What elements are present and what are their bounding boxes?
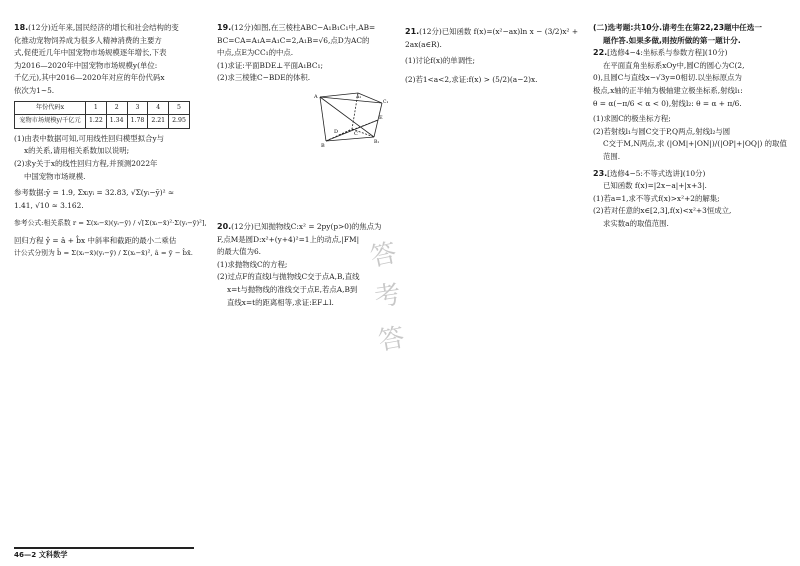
question-line: 已知函数 f(x)=(x²−ax)ln x − (3/2)x² + <box>441 27 579 36</box>
table-row <box>15 115 190 129</box>
sub-question-1: (1)由表中数据可知,可用线性回归模型拟合y与 <box>14 133 165 143</box>
section-heading: (二)选考题:共10分.请考生在第22,23题中任选一 <box>593 23 762 32</box>
question-score: (12分) <box>419 27 442 36</box>
column-4 <box>593 22 789 235</box>
reference-formula-regression: 回归方程 ŷ = â + b̂x 中斜率和截距的最小二乘估 <box>14 236 177 246</box>
table-cell: 1.78 <box>127 115 148 129</box>
reference-data-cont: 1.41, √10 ≈ 3.162. <box>14 200 84 210</box>
sub-question-2: (2)若1<a<2,求证:f(x) > (5/2)(a−2)x. <box>405 74 538 84</box>
question-line: θ = α(−π/6 < α < 0),射线l₂: θ = α + π/6. <box>593 98 742 108</box>
table-cell: 2.95 <box>169 115 190 129</box>
question-title: [选修4−4:坐标系与参数方程](10分) <box>607 48 728 58</box>
question-23 <box>593 168 789 231</box>
question-line: 极点,x轴的正半轴为极轴建立极坐标系,射线l₁: <box>593 85 743 95</box>
question-line: 0),且圆C与直线x−√3y=0相切.以坐标原点为 <box>593 73 742 83</box>
question-22 <box>593 47 789 163</box>
column-1 <box>14 22 210 263</box>
reference-formula-correlation: 参考公式:相关系数 r = Σ(xᵢ−x̄)(yᵢ−ȳ) / √[Σ(xᵢ−x̄)²·Σ(yᵢ−ȳ)²], <box>14 219 207 228</box>
sub-question-1-cont: x的关系,请用相关系数加以说明; <box>24 146 130 156</box>
sub-question-2: (2)过点F的直线l与抛物线C交于点A,B,直线 <box>217 272 360 282</box>
sub-question-2-cont: 范围. <box>603 151 621 161</box>
figure-label: C₁ <box>383 99 389 105</box>
question-number: 18. <box>14 23 29 32</box>
figure-label: D <box>334 128 339 135</box>
sub-question-2: (2)若射线l₁与圆C交于P,Q两点,射线l₂与圆 <box>593 126 731 136</box>
sub-question-1: (1)求圆C的极坐标方程; <box>593 114 671 124</box>
question-number: 19. <box>217 23 232 32</box>
figure-label: E <box>379 114 383 121</box>
sub-question-1: (1)若a=1,求不等式f(x)>x²+2的解集; <box>593 193 720 203</box>
sub-question-1: (1)讨论f(x)的单调性; <box>405 56 475 66</box>
question-line: BC=CA=A₁A=A₁C=2,A₁B=√6,点D为AC的 <box>217 35 370 45</box>
page-footer: 46—2 文科数学 <box>14 547 194 560</box>
sub-question-2-cont: x=t与抛物线的准线交于点E,若点A,B到 <box>227 284 358 294</box>
question-line: 已知抛物线C:x² = 2py(p>0)的焦点为 <box>253 221 382 231</box>
question-line: F,点M是圆D:x²+(y+4)²=1上的动点,|FM| <box>217 234 360 244</box>
question-line: 的最大值为6. <box>217 247 262 257</box>
figure-label: A <box>314 93 318 100</box>
question-18 <box>14 22 210 259</box>
question-line: 已知函数 f(x)=|2x−a|+|x+3|. <box>603 181 707 191</box>
sub-question-1: (1)求抛物线C的方程; <box>217 259 288 269</box>
table-cell: 1.34 <box>106 115 127 129</box>
figure-label: B <box>321 142 325 149</box>
question-line: 化推动宠物饲养成为很多人精神消费的主要方 <box>14 35 162 45</box>
data-table <box>14 101 190 129</box>
figure-label: C <box>354 130 358 137</box>
question-number: 22. <box>593 48 608 58</box>
figure-label: B₁ <box>374 139 380 145</box>
sub-question-1: (1)求证:平面BDE⊥平面A₁BC₁; <box>217 60 323 70</box>
table-cell: 1 <box>86 101 107 115</box>
question-19 <box>217 22 405 149</box>
sub-question-2: (2)求三棱锥C−BDE的体积. <box>217 73 311 83</box>
table-cell: 5 <box>169 101 190 115</box>
question-line: 中点,点E为CC₁的中点. <box>217 48 294 58</box>
table-cell: 4 <box>148 101 169 115</box>
question-title: [选修4−5:不等式选讲](10分) <box>607 168 706 178</box>
watermark-char: 答 <box>367 238 400 273</box>
question-line: 近年来,国民经济的增长和社会结构的变 <box>50 23 179 32</box>
table-header-cell: 宠物市场规模y/千亿元 <box>15 115 86 129</box>
sub-question-2-cont: 求实数a的取值范围. <box>603 218 669 228</box>
question-line: 千亿元),其中2016—2020年对应的年份代码x <box>14 73 165 83</box>
question-score: (12分) <box>28 23 51 32</box>
table-cell: 1.22 <box>86 115 107 129</box>
table-cell: 3 <box>127 101 148 115</box>
sub-question-2-cont: 直线x=t的距离相等,求证:EF⊥l. <box>227 297 334 307</box>
question-21 <box>405 26 587 86</box>
question-score: (12分) <box>231 23 254 32</box>
question-line: 为2016—2020年中国宠物市场规模y(单位: <box>14 60 158 70</box>
question-line: 在平面直角坐标系xOy中,圆C的圆心为C(2, <box>603 60 745 70</box>
question-line: 如图,在三棱柱ABC−A₁B₁C₁中,AB= <box>253 23 376 32</box>
reference-data: 参考数据:ȳ = 1.9, Σxᵢyᵢ = 32.83, √Σ(yᵢ−ȳ)² ≈ <box>14 188 175 198</box>
reference-formula-regression-cont: 计公式分别为 b̂ = Σ(xᵢ−x̄)(yᵢ−ȳ) / Σ(xᵢ−x̄)², â = ȳ − b̂x̄. <box>14 248 193 257</box>
question-line: 式,促使近几年中国宠物市场规模逐年增长,下表 <box>14 48 167 58</box>
table-row <box>15 101 190 115</box>
section-heading-cont: 题作答.如果多做,则按所做的第一题计分. <box>603 35 741 45</box>
figure-label: A₁ <box>356 94 362 100</box>
sub-question-2: (2)若对任意的x∈[2,3],f(x)<x²+3恒成立, <box>593 206 732 216</box>
prism-figure <box>312 91 392 149</box>
question-score: (12分) <box>231 221 254 231</box>
question-number: 20. <box>217 221 232 231</box>
column-3 <box>405 22 587 90</box>
table-cell: 2.21 <box>148 115 169 129</box>
question-line: 依次为1~5. <box>14 85 55 95</box>
table-header-cell: 年份代码x <box>15 101 86 115</box>
question-number: 23. <box>593 168 608 178</box>
watermark-char: 考 <box>372 279 403 314</box>
sub-question-2: (2)求y关于x的线性回归方程,并预测2022年 <box>14 158 158 168</box>
question-number: 21. <box>405 27 420 36</box>
sub-question-2-cont: 中国宠物市场规模. <box>24 171 86 181</box>
question-line: 2ax(a∈R). <box>405 39 442 49</box>
table-cell: 2 <box>106 101 127 115</box>
sub-question-2-cont: C交于M,N两点,求 (|OM|+|ON|)/(|OP|+|OQ|) 的取值 <box>603 139 787 149</box>
watermark-char: 答 <box>376 322 407 357</box>
watermark-stamp <box>360 232 430 362</box>
